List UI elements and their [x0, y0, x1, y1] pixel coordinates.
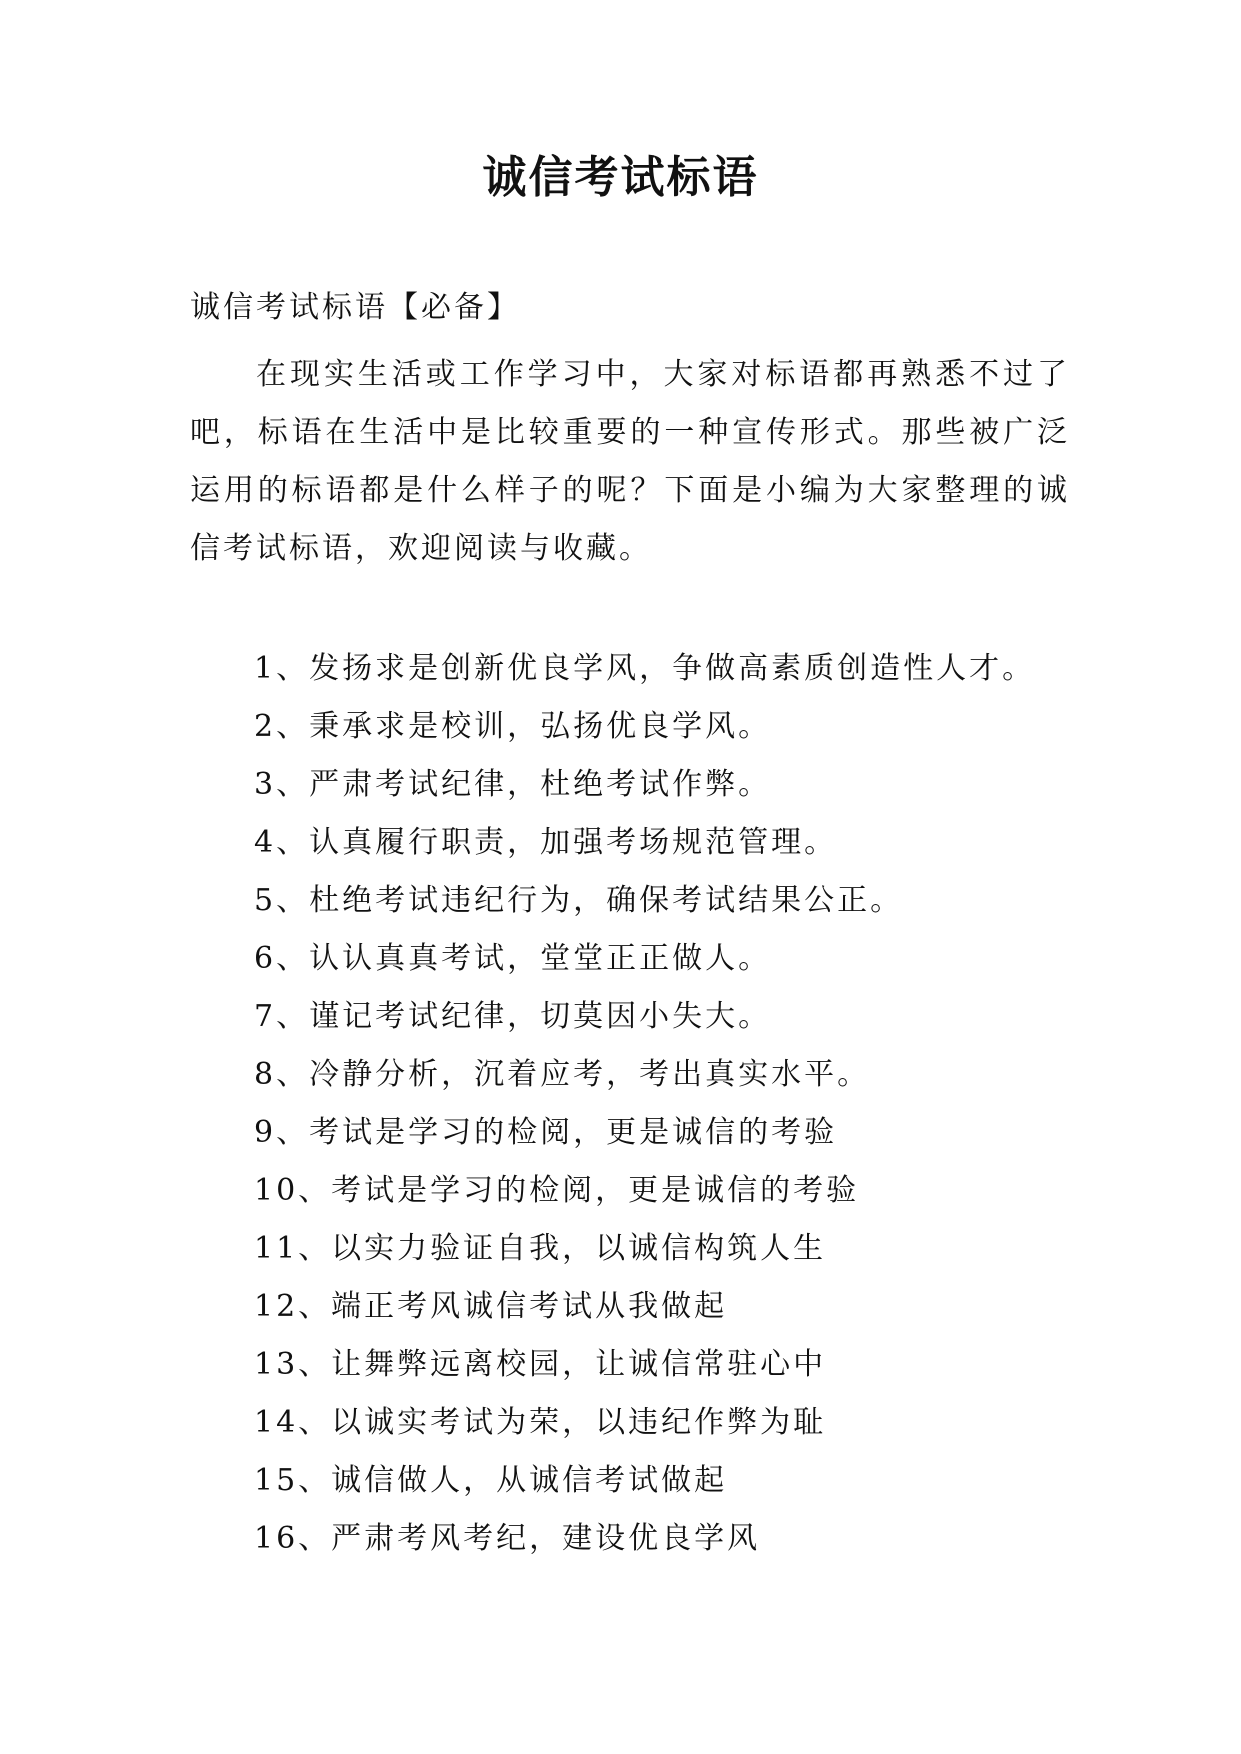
document-subtitle: 诚信考试标语【必备】 [190, 290, 520, 325]
slogan-item: 10、考试是学习的检阅，更是诚信的考验 [254, 1173, 860, 1208]
slogan-item: 12、端正考风诚信考试从我做起 [254, 1289, 728, 1324]
slogan-item: 6、认认真真考试，堂堂正正做人。 [254, 941, 772, 976]
intro-paragraph: 在现实生活或工作学习中，大家对标语都再熟悉不过了吧，标语在生活中是比较重要的一种宣传形式。那些被广泛运用的标语都是什么样子的呢？下面是小编为大家整理的诚信考试标语，欢迎阅读与收藏。 [190, 357, 1070, 566]
slogan-item: 9、考试是学习的检阅，更是诚信的考验 [254, 1115, 838, 1150]
slogan-item: 16、严肃考风考纪，建设优良学风 [254, 1521, 761, 1556]
slogan-list [190, 640, 1070, 1568]
slogan-item: 4、认真履行职责，加强考场规范管理。 [254, 825, 838, 860]
document-body [190, 288, 1070, 1568]
slogan-item: 7、谨记考试纪律，切莫因小失大。 [254, 999, 772, 1034]
slogan-item: 8、冷静分析，沉着应考，考出真实水平。 [254, 1057, 871, 1092]
slogan-item: 5、杜绝考试违纪行为，确保考试结果公正。 [254, 883, 904, 918]
slogan-item: 1、发扬求是创新优良学风，争做高素质创造性人才。 [254, 651, 1036, 686]
slogan-item: 15、诚信做人，从诚信考试做起 [254, 1463, 728, 1498]
slogan-item: 11、以实力验证自我，以诚信构筑人生 [254, 1231, 827, 1266]
slogan-item: 2、秉承求是校训，弘扬优良学风。 [254, 709, 772, 744]
slogan-item: 13、让舞弊远离校园，让诚信常驻心中 [254, 1347, 827, 1382]
document-title: 诚信考试标语 [482, 152, 759, 203]
slogan-item: 14、以诚实考试为荣，以违纪作弊为耻 [254, 1405, 827, 1440]
slogan-item: 3、严肃考试纪律，杜绝考试作弊。 [254, 767, 772, 802]
